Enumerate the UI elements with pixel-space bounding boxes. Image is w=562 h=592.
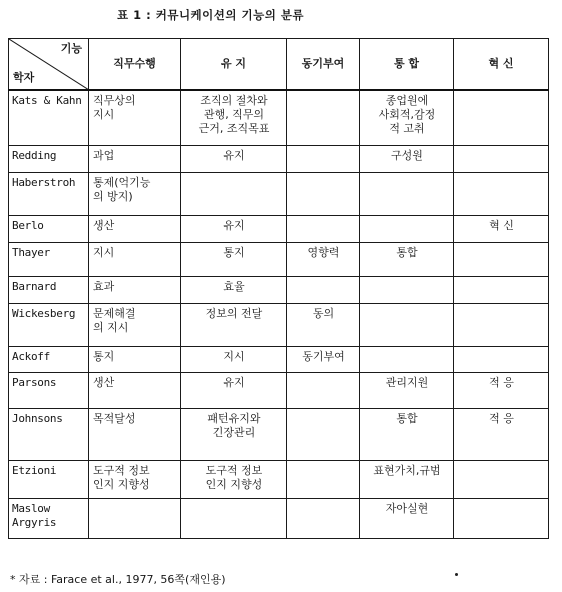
- table-cell: [454, 146, 549, 173]
- table-cell: [454, 373, 549, 409]
- scholar-name: [9, 243, 89, 277]
- cell-text: 의 지시: [93, 321, 129, 334]
- scholar-name-line: Thayer: [12, 246, 50, 259]
- cell-text: 생산: [93, 376, 115, 389]
- table-title: 표 1 : 커뮤니케이션의 기능의 분류: [117, 8, 305, 22]
- table-cell: [454, 304, 549, 347]
- cell-text: 과업: [93, 149, 115, 162]
- corner-header: [9, 39, 89, 90]
- cell-text: 통지: [223, 246, 245, 259]
- table-row: [9, 216, 549, 243]
- table-cell: [454, 499, 549, 539]
- corner-scholar-label: 학자: [13, 70, 35, 84]
- table-cell: [454, 347, 549, 373]
- cell-text: 목적달성: [93, 412, 136, 425]
- header-cell: 직무수행: [89, 39, 181, 90]
- table-cell: [89, 216, 181, 243]
- cell-text: 통합: [396, 246, 418, 259]
- table-cell: [454, 173, 549, 216]
- stray-mark: [455, 573, 458, 576]
- table-cell: [454, 461, 549, 499]
- scholar-name: [9, 146, 89, 173]
- table-row: [9, 277, 549, 304]
- scholar-name: [9, 277, 89, 304]
- cell-text: 유지: [223, 376, 245, 389]
- cell-text: 동의: [312, 307, 335, 320]
- cell-text: 근거, 조직목표: [198, 121, 270, 135]
- header-cell: 통 합: [360, 39, 454, 90]
- table-cell: [454, 409, 549, 461]
- cell-text: 지시: [223, 350, 245, 363]
- cell-text: 영향력: [307, 246, 340, 259]
- cell-text: 유지: [223, 149, 245, 162]
- cell-text: 통합: [396, 412, 418, 425]
- corner-function-label: 기능: [60, 42, 82, 55]
- cell-text: 혁 신: [489, 219, 514, 232]
- table-cell: [181, 173, 287, 216]
- table-cell: [287, 461, 360, 499]
- table-cell: [287, 216, 360, 243]
- table-cell: [89, 146, 181, 173]
- scholar-name: [9, 373, 89, 409]
- table-cell: [181, 304, 287, 347]
- table-cell: [89, 277, 181, 304]
- table-cell: [89, 499, 181, 539]
- scholar-name: [9, 347, 89, 373]
- table-cell: [360, 304, 454, 347]
- scholar-name-line: Wickesberg: [12, 307, 76, 320]
- table-cell: [454, 243, 549, 277]
- scholar-name-line: Redding: [12, 149, 57, 162]
- cell-text: 인지 지향성: [93, 478, 150, 491]
- table-cell: [181, 499, 287, 539]
- cell-text: 의 방지): [93, 190, 133, 203]
- table-cell: [89, 461, 181, 499]
- cell-text: 정보의 전달: [205, 307, 263, 320]
- table-cell: [287, 173, 360, 216]
- table-row: [9, 373, 549, 409]
- scholar-name-line: Barnard: [12, 280, 57, 293]
- table-cell: [360, 146, 454, 173]
- scholar-name: [9, 216, 89, 243]
- table-cell: [181, 347, 287, 373]
- table-cell: [360, 216, 454, 243]
- header-cell: 동기부여: [287, 39, 360, 90]
- cell-text: 구성원: [391, 149, 423, 162]
- scholar-name-line: Kats & Kahn: [12, 93, 82, 107]
- table-row: [9, 409, 549, 461]
- table-row: [9, 499, 549, 539]
- cell-text: 패턴유지와: [207, 412, 261, 425]
- table-row: [9, 90, 549, 146]
- cell-text: 인지 지향성: [205, 478, 263, 491]
- table-cell: [287, 90, 360, 146]
- table-cell: [360, 373, 454, 409]
- table-row: [9, 304, 549, 347]
- cell-text: 문제해결: [93, 307, 136, 320]
- table-cell: [454, 90, 549, 146]
- table-cell: [360, 277, 454, 304]
- cell-text: 효과: [93, 280, 115, 293]
- cell-text: 긴장관리: [212, 426, 256, 439]
- function-table: [8, 38, 549, 539]
- table-cell: [287, 347, 360, 373]
- table-cell: [287, 304, 360, 347]
- scholar-name-line: Ackoff: [12, 350, 50, 363]
- cell-text: 지시: [93, 107, 115, 121]
- table-cell: [89, 409, 181, 461]
- scholar-name: [9, 499, 89, 539]
- cell-text: 도구적 정보: [93, 464, 150, 477]
- cell-text: 동기부여: [302, 350, 345, 363]
- table-cell: [287, 277, 360, 304]
- scholar-name: [9, 173, 89, 216]
- cell-text: 적 고취: [389, 121, 425, 135]
- cell-text: 직무상의: [93, 93, 136, 107]
- header-cell: 혁 신: [454, 39, 549, 90]
- cell-text: 종업원에: [385, 93, 429, 107]
- table-cell: [181, 373, 287, 409]
- table-cell: [360, 173, 454, 216]
- table-cell: [360, 499, 454, 539]
- cell-text: 조직의 절차와: [200, 93, 268, 107]
- table-row: [9, 146, 549, 173]
- table-cell: [181, 461, 287, 499]
- table-cell: [89, 347, 181, 373]
- cell-text: 생산: [93, 219, 115, 232]
- table-row: [9, 347, 549, 373]
- table-cell: [89, 373, 181, 409]
- cell-text: 관행, 직무의: [203, 107, 265, 121]
- cell-text: 유지: [223, 219, 245, 232]
- cell-text: 표현가치,규범: [373, 464, 441, 477]
- table-row: [9, 461, 549, 499]
- table-row: [9, 243, 549, 277]
- scholar-name-line: Johnsons: [12, 412, 63, 425]
- header-row: [9, 39, 549, 90]
- table-cell: [181, 243, 287, 277]
- table-cell: [181, 216, 287, 243]
- table-cell: [89, 243, 181, 277]
- table-cell: [287, 499, 360, 539]
- table-cell: [360, 243, 454, 277]
- table-cell: [360, 461, 454, 499]
- cell-text: 적 응: [489, 376, 514, 389]
- scholar-name: [9, 90, 89, 146]
- table-cell: [287, 243, 360, 277]
- table-cell: [181, 277, 287, 304]
- table-cell: [360, 90, 454, 146]
- scholar-name-line: Argyris: [12, 516, 57, 529]
- source-note: * 자료 : Farace et al., 1977, 56쪽(재인용): [10, 573, 226, 586]
- table-cell: [89, 173, 181, 216]
- table-cell: [89, 304, 181, 347]
- cell-text: 사회적,감정: [378, 107, 436, 121]
- table-cell: [454, 216, 549, 243]
- cell-text: 관리지원: [385, 376, 429, 389]
- table-cell: [287, 146, 360, 173]
- scholar-name: [9, 304, 89, 347]
- cell-text: 통지: [93, 350, 115, 363]
- scholar-name-line: Maslow: [12, 502, 50, 515]
- cell-text: 효율: [223, 280, 245, 293]
- table-cell: [287, 373, 360, 409]
- table-cell: [360, 409, 454, 461]
- scholar-name-line: Etzioni: [12, 464, 57, 477]
- table-row: [9, 173, 549, 216]
- scholar-name: [9, 461, 89, 499]
- table-cell: [287, 409, 360, 461]
- cell-text: 도구적 정보: [205, 464, 263, 477]
- table-cell: [89, 90, 181, 146]
- table-cell: [360, 347, 454, 373]
- cell-text: 자아실현: [385, 502, 429, 515]
- cell-text: 통제(억기능: [93, 176, 151, 189]
- table-cell: [181, 409, 287, 461]
- cell-text: 지시: [93, 246, 115, 259]
- scholar-name-line: Berlo: [12, 219, 44, 232]
- cell-text: 적 응: [489, 412, 514, 425]
- table-cell: [181, 146, 287, 173]
- table-cell: [454, 277, 549, 304]
- scholar-name-line: Haberstroh: [12, 176, 76, 189]
- header-cell: 유 지: [181, 39, 287, 90]
- table-cell: [181, 90, 287, 146]
- scholar-name-line: Parsons: [12, 376, 57, 389]
- scholar-name: [9, 409, 89, 461]
